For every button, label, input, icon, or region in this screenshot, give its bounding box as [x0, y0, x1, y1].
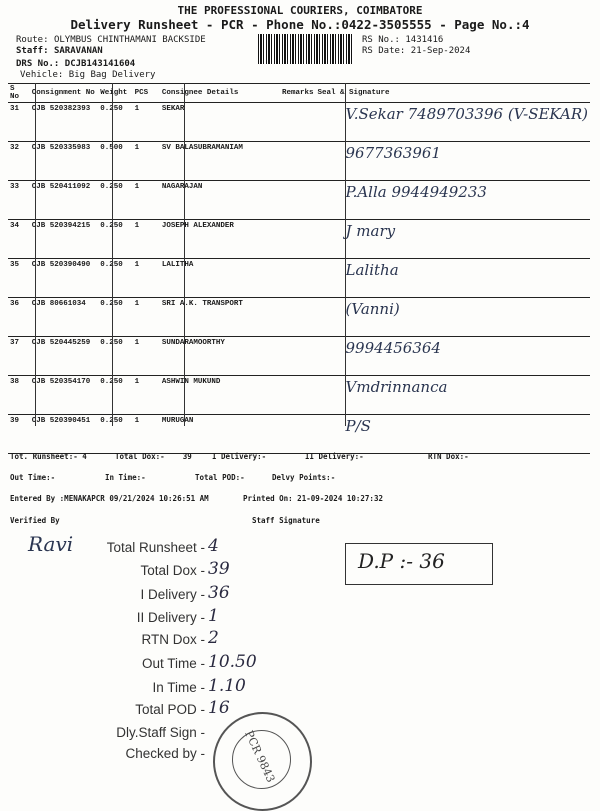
summary-label: In Time -	[152, 680, 205, 695]
row-pcs: 1	[133, 142, 160, 181]
column-divider	[35, 83, 36, 426]
row-consignee: ASHWIN MUKUND	[160, 376, 280, 415]
row-remarks	[280, 259, 316, 298]
row-consignment-no: CJB 520394215	[30, 220, 99, 259]
drs-label: DRS No.:	[16, 59, 60, 69]
row-remarks	[280, 376, 316, 415]
row-sno: 35	[8, 259, 30, 298]
column-divider	[184, 83, 185, 426]
staff-value: SARAVANAN	[53, 46, 103, 56]
summary-value: 16	[208, 698, 230, 718]
row-consignee: JOSEPH ALEXANDER	[160, 220, 280, 259]
row-consignment-no: CJB 520411092	[30, 181, 99, 220]
summary-value: 1.10	[208, 676, 246, 696]
ii-delivery: II Delivery:-	[305, 452, 364, 461]
row-consignment-no: CJB 520354170	[30, 376, 99, 415]
row-signature: 9994456364	[316, 337, 590, 376]
col-remarks: Remarks	[280, 84, 316, 103]
summary-value: 39	[208, 559, 230, 579]
route-value: OLYMBUS CHINTHAMANI BACKSIDE	[53, 35, 206, 45]
row-consignment-no: CJB 520390451	[30, 415, 99, 454]
row-signature: Vmdrinnanca	[316, 376, 590, 415]
row-weight: 0.250	[98, 337, 132, 376]
row-consignment-no: CJB 520335983	[30, 142, 99, 181]
rs-date-line	[362, 46, 470, 56]
row-remarks	[280, 415, 316, 454]
row-consignee: SV BALASUBRAMANIAM	[160, 142, 280, 181]
rtn-dox: RTN Dox:-	[428, 452, 469, 461]
tot-runsheet: Tot. Runsheet:- 4	[10, 452, 87, 461]
row-consignee: SUNDARAMOORTHY	[160, 337, 280, 376]
runsheet-table	[8, 83, 590, 454]
row-signature: (Vanni)	[316, 298, 590, 337]
summary-value: 4	[208, 536, 219, 556]
summary-label: Total Runsheet -	[106, 540, 205, 555]
table-row	[8, 376, 590, 415]
row-pcs: 1	[133, 259, 160, 298]
row-sno: 36	[8, 298, 30, 337]
row-sno: 34	[8, 220, 30, 259]
row-weight: 0.250	[98, 220, 132, 259]
row-pcs: 1	[133, 415, 160, 454]
row-sno: 33	[8, 181, 30, 220]
row-consignee: SRI A.K. TRANSPORT	[160, 298, 280, 337]
summary-value: 10.50	[208, 652, 257, 672]
summary-label: Out Time -	[141, 656, 205, 671]
row-weight: 0.250	[98, 181, 132, 220]
row-weight: 0.250	[98, 298, 132, 337]
verified-signature: Ravi	[28, 532, 74, 556]
row-consignee: LALITHA	[160, 259, 280, 298]
row-consignment-no: CJB 520390490	[30, 259, 99, 298]
row-signature: P/S	[316, 415, 590, 454]
column-divider	[112, 83, 113, 426]
rs-date-label: RS Date:	[362, 46, 406, 56]
table-row	[8, 181, 590, 220]
row-weight: 0.500	[98, 142, 132, 181]
row-pcs: 1	[133, 181, 160, 220]
drs-line	[16, 59, 135, 69]
summary-label: Total Dox -	[140, 563, 205, 578]
column-divider	[345, 83, 346, 426]
row-pcs: 1	[133, 220, 160, 259]
row-remarks	[280, 337, 316, 376]
row-pcs: 1	[133, 103, 160, 142]
col-consignee: Consignee Details	[160, 84, 280, 103]
dp-text: D.P :- 36	[358, 549, 445, 573]
i-delivery: I Delivery:-	[212, 452, 267, 461]
summary-label: Total POD -	[135, 702, 205, 717]
entered-by: Entered By :MENAKAPCR 09/21/2024 10:26:51 AM	[10, 494, 209, 503]
table-row	[8, 103, 590, 142]
total-dox	[115, 452, 192, 461]
row-weight: 0.250	[98, 103, 132, 142]
row-remarks	[280, 181, 316, 220]
table-row	[8, 142, 590, 181]
row-pcs: 1	[133, 376, 160, 415]
row-remarks	[280, 298, 316, 337]
printed-on: Printed On: 21-09-2024 10:27:32	[243, 494, 383, 503]
company-name: THE PROFESSIONAL COURIERS, COIMBATORE	[177, 4, 423, 17]
vehicle-value: Big Bag Delivery	[68, 70, 156, 80]
summary-label: Dly.Staff Sign -	[116, 725, 205, 740]
col-consignment: Consignment No	[30, 84, 99, 103]
route-label: Route:	[16, 35, 49, 45]
col-weight: Weight	[98, 84, 132, 103]
row-weight: 0.250	[98, 415, 132, 454]
row-sno: 31	[8, 103, 30, 142]
staff-label: Staff:	[16, 46, 49, 56]
drs-value: DCJB143141604	[64, 59, 136, 69]
row-sno: 37	[8, 337, 30, 376]
row-pcs: 1	[133, 298, 160, 337]
stamp-text: PCR 9843	[242, 728, 278, 785]
row-sno: 32	[8, 142, 30, 181]
vehicle-label: Vehicle:	[20, 70, 64, 80]
col-pcs: PCS	[133, 84, 160, 103]
row-remarks	[280, 142, 316, 181]
route-line	[16, 35, 206, 45]
row-consignment-no: CJB 520445259	[30, 337, 99, 376]
total-pod: Total POD:-	[195, 473, 245, 482]
staff-line	[16, 46, 103, 56]
in-time: In Time:-	[105, 473, 146, 482]
col-sno: S No	[8, 84, 30, 103]
row-remarks	[280, 103, 316, 142]
table-row	[8, 298, 590, 337]
summary-label: Checked by -	[125, 746, 205, 761]
table-header-row	[8, 84, 590, 103]
row-consignee: MURUGAN	[160, 415, 280, 454]
barcode	[258, 34, 354, 64]
row-signature: P.Alla 9944949233	[316, 181, 590, 220]
row-sno: 38	[8, 376, 30, 415]
table-row	[8, 259, 590, 298]
summary-label: RTN Dox -	[141, 632, 205, 647]
table-row	[8, 220, 590, 259]
total-dox-value: 39	[182, 452, 192, 461]
runsheet-title: Delivery Runsheet - PCR - Phone No.:0422-3505555 - Page No.:4	[70, 17, 530, 32]
out-time: Out Time:-	[10, 473, 56, 482]
row-consignee: NAGARAJAN	[160, 181, 280, 220]
rs-no-line	[362, 35, 443, 45]
summary-label: II Delivery -	[136, 610, 205, 625]
row-weight: 0.250	[98, 259, 132, 298]
summary-value: 36	[208, 583, 230, 603]
summary-value: 1	[208, 606, 219, 626]
summary-label: I Delivery -	[140, 587, 205, 602]
vehicle-line	[20, 70, 155, 80]
row-consignment-no: CJB 520382393	[30, 103, 99, 142]
row-consignee: SEKAR	[160, 103, 280, 142]
row-signature: J mary	[316, 220, 590, 259]
table-row	[8, 337, 590, 376]
col-signature: Seal & Signature	[316, 84, 590, 103]
rs-no-value: 1431416	[405, 35, 444, 45]
row-signature: Lalitha	[316, 259, 590, 298]
row-sno: 39	[8, 415, 30, 454]
row-remarks	[280, 220, 316, 259]
row-signature: 9677363961	[316, 142, 590, 181]
verified-by: Verified By	[10, 516, 60, 525]
row-signature: V.Sekar 7489703396 (V-SEKAR)	[316, 103, 590, 142]
total-dox-label: Total Dox:-	[115, 452, 165, 461]
summary-value: 2	[208, 628, 219, 648]
staff-signature: Staff Signature	[252, 516, 320, 525]
delvy-points: Delvy Points:-	[272, 473, 336, 482]
rs-date-value: 21-Sep-2024	[410, 46, 471, 56]
row-weight: 0.250	[98, 376, 132, 415]
row-pcs: 1	[133, 337, 160, 376]
table-row	[8, 415, 590, 454]
row-consignment-no: CJB 80661034	[30, 298, 99, 337]
rs-no-label: RS No.:	[362, 35, 400, 45]
